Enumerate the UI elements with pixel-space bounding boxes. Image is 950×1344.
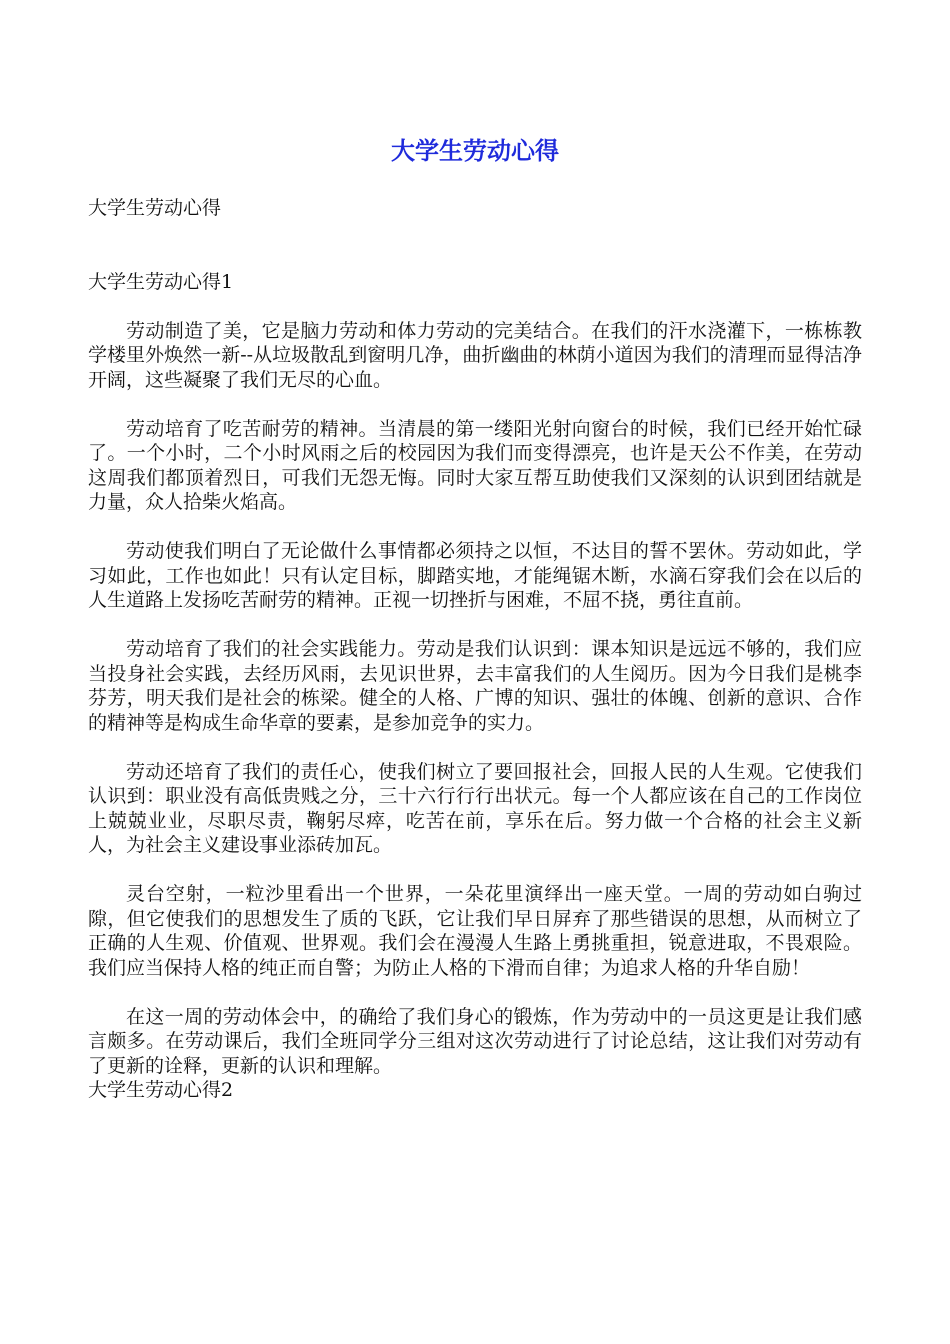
paragraph: 劳动制造了美，它是脑力劳动和体力劳动的完美结合。在我们的汗水浇灌下，一栋栋教学楼里外焕然一新--从垃圾散乱到窗明几净，曲折幽曲的林荫小道因为我们的清理而显得洁净开阔，这些凝聚了我们无尽的心血。	[88, 319, 862, 391]
paragraph: 劳动还培育了我们的责任心，使我们树立了要回报社会，回报人民的人生观。它使我们认识到：职业没有高低贵贱之分，三十六行行行出状元。每一个人都应该在自己的工作岗位上兢兢业业，尽职尽责，鞠躬尽瘁，吃苦在前，享乐在后。努力做一个合格的社会主义新人，为社会主义建设事业添砖加瓦。	[88, 760, 862, 856]
document-title: 大学生劳动心得	[391, 137, 559, 165]
section-heading-1: 大学生劳动心得1	[88, 270, 234, 293]
paragraph: 劳动培育了我们的社会实践能力。劳动是我们认识到：课本知识是远远不够的，我们应当投身社会实践，去经历风雨，去见识世界，去丰富我们的人生阅历。因为今日我们是桃李芬芳，明天我们是社会的栋梁。健全的人格、广博的知识、强壮的体魄、创新的意识、合作的精神等是构成生命华章的要素，是参加竞争的实力。	[88, 638, 862, 734]
paragraph: 灵台空射，一粒沙里看出一个世界，一朵花里演绎出一座天堂。一周的劳动如白驹过隙，但它使我们的思想发生了质的飞跃，它让我们早日屏弃了那些错误的思想，从而树立了正确的人生观、价值观、世界观。我们会在漫漫人生路上勇挑重担，锐意进取，不畏艰险。我们应当保持人格的纯正而自警；为防止人格的下滑而自律；为追求人格的升华自励！	[88, 883, 862, 979]
document-subtitle: 大学生劳动心得	[88, 197, 222, 219]
paragraph: 劳动培育了吃苦耐劳的精神。当清晨的第一缕阳光射向窗台的时候，我们已经开始忙碌了。一个小时，二个小时风雨之后的校园因为我们而变得漂亮，也许是天公不作美，在劳动这周我们都顶着烈日，可我们无怨无悔。同时大家互帮互助使我们又深刻的认识到团结就是力量，众人拾柴火焰高。	[88, 417, 862, 513]
paragraph: 在这一周的劳动体会中，的确给了我们身心的锻炼，作为劳动中的一员这更是让我们感言颇多。在劳动课后，我们全班同学分三组对这次劳动进行了讨论总结，这让我们对劳动有了更新的诠释，更新的认识和理解。	[88, 1005, 862, 1077]
paragraph: 劳动使我们明白了无论做什么事情都必须持之以恒，不达目的誓不罢休。劳动如此，学习如此，工作也如此！只有认定目标，脚踏实地，才能绳锯木断，水滴石穿我们会在以后的人生道路上发扬吃苦耐劳的精神。正视一切挫折与困难，不屈不挠，勇往直前。	[88, 540, 862, 611]
document-body	[88, 196, 862, 1127]
section-heading-2: 大学生劳动心得2	[88, 1079, 234, 1101]
